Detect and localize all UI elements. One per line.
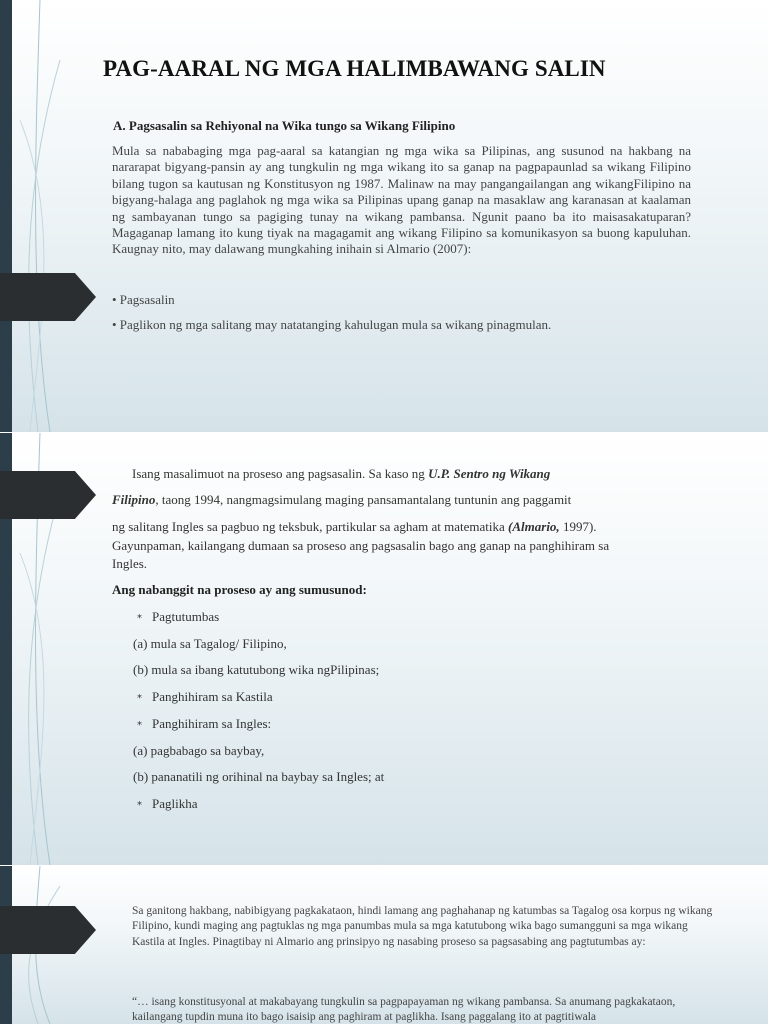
list-heading: Ang nabanggit na proseso ay ang sumusunod: xyxy=(112,582,367,597)
intro-line-2 xyxy=(112,492,571,508)
star-icon: * xyxy=(137,613,142,624)
intro-text: 1997). xyxy=(559,519,597,534)
intro-emphasis: U.P. Sentro ng Wikang xyxy=(428,466,551,481)
intro-text: , taong 1994, nangmagsimulang maging pansamantalang tuntunin ang paggamit xyxy=(155,492,572,507)
list-item-text: Panghihiram sa Ingles: xyxy=(152,716,272,731)
bullet-pagsasalin: • Pagsasalin xyxy=(112,292,175,307)
intro-paragraph: Mula sa nababaging mga pag-aaral sa katangian ng mga wika sa Pilipinas, ang susunod na hakbang na nararapat bigyang-pansin ay ang tungkulin ng mga wikang ito sa ganap na pagpapaunlad sa wikang Filipino bilang tugon sa kautusan ng Konstitusyon ng 1987. Malinaw na may pangangailangan ang wikangFilipino na bigyang-halaga ang paglahok ng mga wika sa Pilipinas upang ganap na masaklaw ang karanasan at kaalaman ng sambayanan tungo sa pagiging tunay na wikang pambansa. Ngunit paano ba ito maisasakatuparan? Magaganap lamang ito kung tiyak na magagamit ang wikang Filipino sa komunikasyon sa buong kapuluhan. Kaugnay nito, may dalawang mungkahing inihain si Almario (2007): xyxy=(112,143,691,257)
paragraph-2: “… isang konstitusyonal at makabayang tungkulin sa pagpapayaman ng wikang pambansa. Sa anumang pagkakataon, kailangang tupdin muna ito bago isaisip ang paghiram at paglikha. Isang paggalang ito at pagtitiwala xyxy=(132,996,676,1024)
list-item-text: (b) pananatili ng orihinal na baybay sa Ingles; at xyxy=(133,769,385,784)
list-item xyxy=(133,689,273,705)
slide-2 xyxy=(0,433,768,865)
intro-line-4: Gayunpaman, kailangang dumaan sa proseso ang pagsasalin bago ang ganap na panghihiram sa xyxy=(112,538,610,553)
list-item-text: (b) mula sa ibang katutubong wika ngPilipinas; xyxy=(133,662,380,677)
slide-left-strip xyxy=(0,0,12,432)
section-heading: A. Pagsasalin sa Rehiyonal na Wika tungo sa Wikang Filipino xyxy=(113,118,456,133)
slide-tab-marker xyxy=(0,906,96,954)
intro-line-3 xyxy=(112,519,597,535)
list-item xyxy=(133,662,379,678)
page-title: PAG-AARAL NG MGA HALIMBAWANG SALIN xyxy=(103,56,606,81)
slide-1 xyxy=(0,0,768,432)
intro-emphasis: Filipino xyxy=(112,492,156,507)
citation: (Almario, xyxy=(508,519,560,534)
list-item xyxy=(133,636,287,652)
intro-text: ng salitang Ingles sa pagbuo ng teksbuk, partikular sa agham at matematika xyxy=(112,519,509,534)
list-item-text: Paglikha xyxy=(152,796,198,811)
list-item-text: Panghihiram sa Kastila xyxy=(152,689,273,704)
intro-line-1 xyxy=(132,466,550,482)
list-item xyxy=(133,796,198,812)
star-icon: * xyxy=(137,720,142,731)
intro-text: Isang masalimuot na proseso ang pagsasalin. Sa kaso ng xyxy=(132,466,429,481)
list-item-text: Pagtutumbas xyxy=(152,609,220,624)
list-item xyxy=(133,716,271,732)
slide-tab-marker xyxy=(0,471,96,519)
list-item xyxy=(133,609,219,625)
star-icon: * xyxy=(137,693,142,704)
bullet-paglikon: • Paglikon ng mga salitang may natatanging kahulugan mula sa wikang pinagmulan. xyxy=(112,317,552,332)
slide-3 xyxy=(0,866,768,1024)
intro-line-5: Ingles. xyxy=(112,556,148,571)
paragraph-1: Sa ganitong hakbang, nabibigyang pagkakataon, hindi lamang ang paghahanap ng katumbas sa Tagalog osa korpus ng wikang Filipino, kundi maging ang pagtuklas ng mga panumbas mula sa mga katutubong wika bago sumangguni sa mga wikang Kastila at Ingles. Pinagtibay ni Almario ang prinsipyo ng nasabing proseso sa pagsasabing ang pagtutumbas ay: xyxy=(132,905,713,948)
list-item-text: (a) mula sa Tagalog/ Filipino, xyxy=(133,636,287,651)
list-item-text: (a) pagbabago sa baybay, xyxy=(133,743,265,758)
star-icon: * xyxy=(137,800,142,811)
list-item xyxy=(133,769,384,785)
slide-tab-marker xyxy=(0,273,96,321)
list-item xyxy=(133,743,264,759)
